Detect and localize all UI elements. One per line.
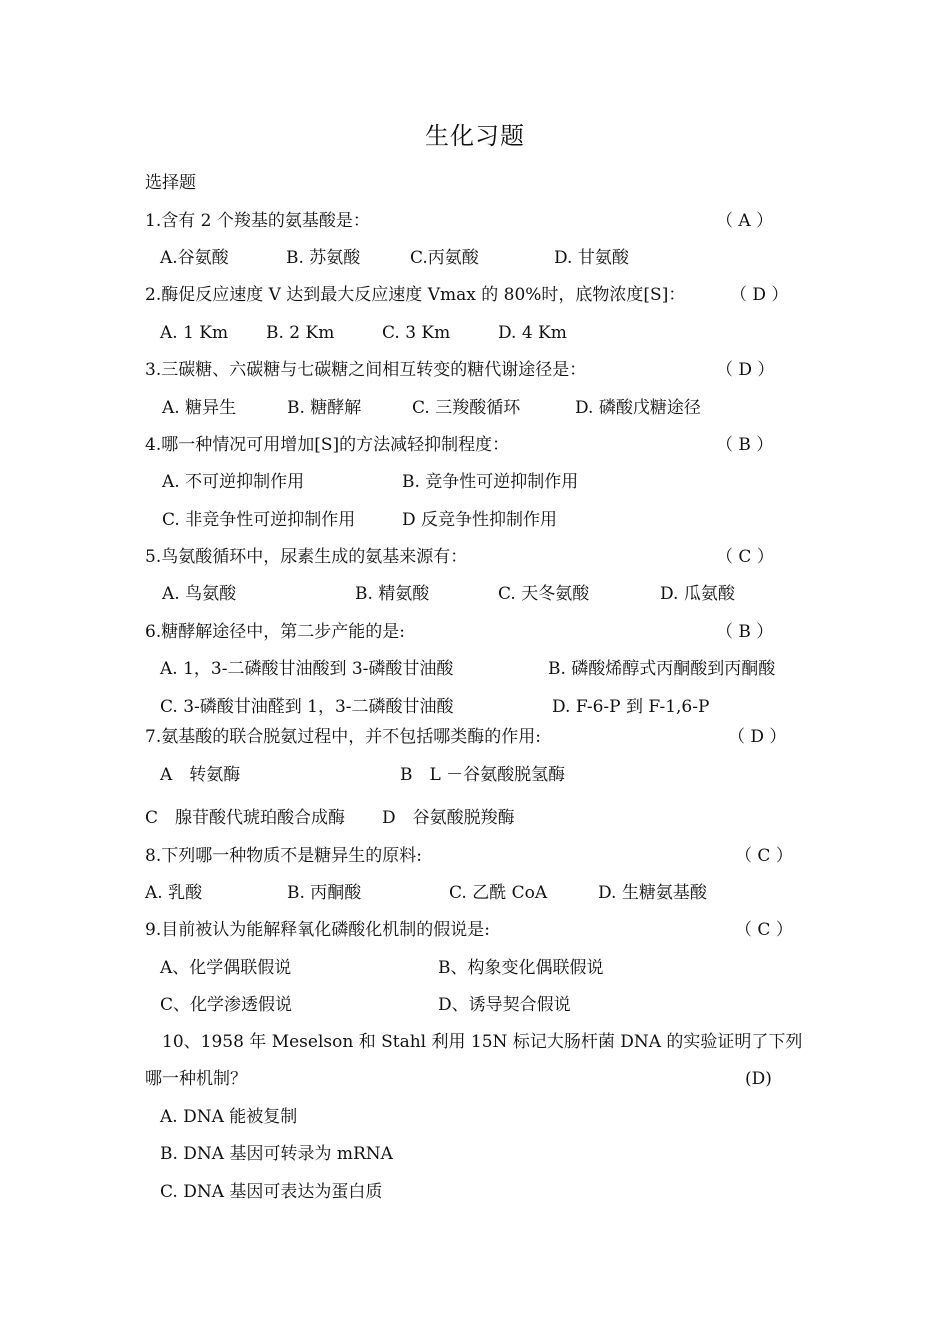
- question-10-continued: 哪一种机制？: [145, 1069, 247, 1089]
- q2-option-d: D. 4 Km: [498, 323, 567, 343]
- q5-option-a: A. 鸟氨酸: [162, 584, 237, 604]
- question-4: 4.哪一种情况可用增加[S]的方法减轻抑制程度：: [145, 435, 510, 455]
- q2-option-c: C. 3 Km: [382, 323, 451, 343]
- q9-option-b: B、构象变化偶联假说: [438, 958, 604, 978]
- q7-option-a: A 转氨酶: [160, 765, 241, 785]
- q3-option-d: D. 磷酸戊糖途径: [575, 398, 701, 418]
- q1-option-c: C.丙氨酸: [410, 248, 479, 268]
- q10-option-c: C. DNA 基因可表达为蛋白质: [160, 1182, 383, 1202]
- q10-option-a: A. DNA 能被复制: [160, 1107, 298, 1127]
- q8-option-d: D. 生糖氨基酸: [598, 883, 707, 903]
- q9-option-c: C、化学渗透假说: [160, 995, 293, 1015]
- q1-option-d: D. 甘氨酸: [554, 248, 629, 268]
- answer-5: （ C ）: [716, 547, 774, 567]
- q9-option-d: D、诱导契合假说: [438, 995, 571, 1015]
- answer-6: （ B ）: [716, 622, 774, 642]
- q3-option-b: B. 糖酵解: [287, 398, 362, 418]
- question-8: 8.下列哪一种物质不是糖异生的原料:: [145, 846, 422, 866]
- q8-option-c: C. 乙酰 CoA: [449, 883, 548, 903]
- q3-option-c: C. 三羧酸循环: [412, 398, 521, 418]
- q5-option-d: D. 瓜氨酸: [660, 584, 735, 604]
- answer-9: （ C ）: [735, 920, 793, 940]
- q3-option-a: A. 糖异生: [162, 398, 237, 418]
- q10-option-b: B. DNA 基因可转录为 mRNA: [160, 1144, 393, 1164]
- question-10: 10、1958 年 Meselson 和 Stahl 利用 15N 标记大肠杆菌 DNA 的实验证明了下列: [162, 1032, 803, 1052]
- q1-option-a: A.谷氨酸: [160, 248, 229, 268]
- question-7: 7.氨基酸的联合脱氨过程中，并不包括哪类酶的作用:: [145, 727, 541, 747]
- q1-option-b: B. 苏氨酸: [286, 248, 361, 268]
- answer-10: (D): [745, 1069, 772, 1089]
- q6-option-b: B. 磷酸烯醇式丙酮酸到丙酮酸: [548, 659, 776, 679]
- question-2: 2.酶促反应速度 V 达到最大反应速度 Vmax 的 80%时，底物浓度[S]：: [145, 285, 686, 305]
- q7-option-c: C 腺苷酸代琥珀酸合成酶: [145, 808, 346, 828]
- q4-option-b: B. 竞争性可逆抑制作用: [402, 472, 579, 492]
- q4-option-d: D 反竞争性抑制作用: [402, 510, 558, 530]
- answer-2: （ D ）: [730, 285, 789, 305]
- question-6: 6.糖酵解途径中，第二步产能的是:: [145, 622, 405, 642]
- q4-option-a: A. 不可逆抑制作用: [162, 472, 305, 492]
- answer-4: （ B ）: [716, 435, 774, 455]
- question-5: 5.鸟氨酸循环中，尿素生成的氨基来源有：: [145, 547, 468, 567]
- q9-option-a: A、化学偶联假说: [160, 958, 292, 978]
- q8-option-a: A. 乳酸: [145, 883, 203, 903]
- q5-option-c: C. 天冬氨酸: [498, 584, 590, 604]
- q5-option-b: B. 精氨酸: [355, 584, 430, 604]
- page-title: 生化习题: [425, 122, 525, 150]
- section-heading: 选择题: [145, 173, 196, 193]
- q7-option-d: D 谷氨酸脱羧酶: [382, 808, 515, 828]
- question-3: 3.三碳糖、六碳糖与七碳糖之间相互转变的糖代谢途径是：: [145, 360, 587, 380]
- q7-option-b: B L －谷氨酸脱氢酶: [400, 765, 566, 785]
- q8-option-b: B. 丙酮酸: [287, 883, 362, 903]
- answer-3: （ D ）: [716, 360, 775, 380]
- q6-option-c: C. 3-磷酸甘油醛到 1，3-二磷酸甘油酸: [160, 697, 454, 717]
- q6-option-d: D. F-6-P 到 F-1,6-P: [552, 697, 710, 717]
- q2-option-b: B. 2 Km: [266, 323, 335, 343]
- question-9: 9.目前被认为能解释氧化磷酸化机制的假说是:: [145, 920, 490, 940]
- answer-8: （ C ）: [735, 846, 793, 866]
- answer-7: （ D ）: [728, 727, 787, 747]
- q6-option-a: A. 1，3-二磷酸甘油酸到 3-磷酸甘油酸: [160, 659, 454, 679]
- answer-1: （ A ）: [716, 211, 774, 231]
- q2-option-a: A. 1 Km: [160, 323, 229, 343]
- question-1: 1.含有 2 个羧基的氨基酸是：: [145, 211, 370, 231]
- q4-option-c: C. 非竞争性可逆抑制作用: [162, 510, 356, 530]
